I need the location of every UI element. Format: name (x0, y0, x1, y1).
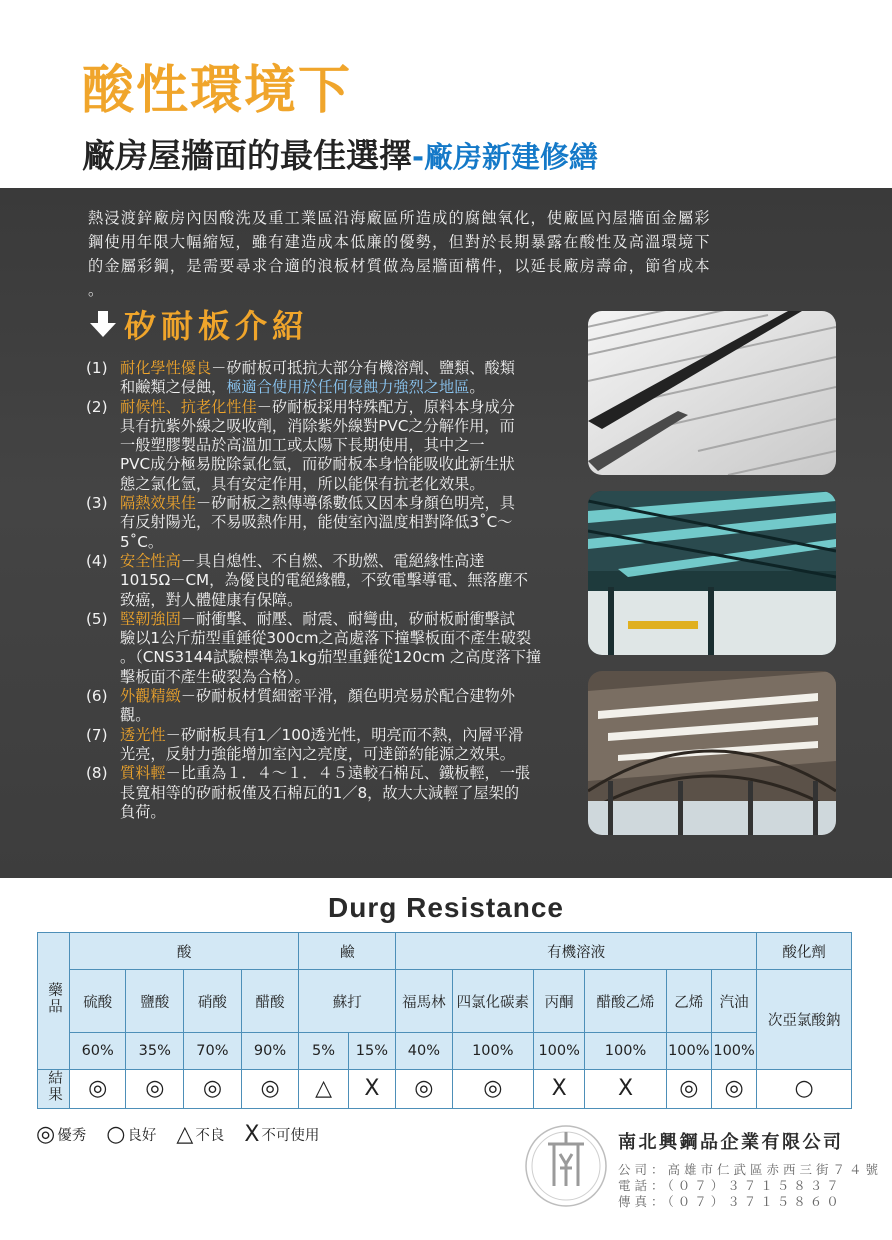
feature-text: －矽耐板具有1／100透光性，明亮而不熱，內層平滑 (165, 725, 524, 744)
concentration-cell: 100% (711, 1033, 756, 1070)
feature-text: 具有抗紫外線之吸收劑，消除紫外線對PVC之分解作用，而 (120, 416, 515, 435)
list-item (86, 552, 564, 610)
feature-text: －耐衝擊、耐壓、耐震、耐彎曲，矽耐板耐衝擊試 (180, 609, 515, 628)
feature-text: 態之氯化氫，具有安定作用，所以能保有抗老化效果。 (120, 474, 485, 493)
concentration-cell: 100% (452, 1033, 533, 1070)
feature-text: －矽耐板材質細密平滑，顏色明亮易於配合建物外 (180, 687, 515, 706)
list-item (86, 494, 564, 552)
result-cell: ◎ (711, 1070, 756, 1109)
chem-cell: 蘇打 (299, 970, 396, 1033)
legend (36, 1122, 339, 1147)
result-cell: X (348, 1070, 395, 1109)
chem-cell: 硝酸 (184, 970, 242, 1033)
result-cell: △ (299, 1070, 348, 1109)
feature-key: 耐候性、抗老化性佳 (120, 397, 257, 416)
list-item (86, 687, 564, 726)
item-number: (4) (86, 551, 108, 570)
row-header-chemicals: 藥品 (38, 933, 70, 1070)
intro-line: 鋼使用年限大幅縮短，雖有建造成本低廉的優勢，但對於長期暴露在酸性及高溫環境下 (88, 233, 711, 251)
feature-text: 負荷。 (120, 802, 166, 821)
feature-text: 一般塑膠製品於高溫加工或太陽下長期使用，其中之一 (120, 436, 485, 455)
legend-label: 不可使用 (261, 1128, 320, 1144)
group-acid: 酸 (69, 933, 298, 970)
double-circle-icon: ◎ (36, 1122, 56, 1147)
feature-text: 致癌，對人體健康有保障。 (120, 590, 303, 609)
subtitle-accent: -廠房新建修繕 (412, 140, 599, 174)
group-organic: 有機溶液 (396, 933, 757, 970)
result-cell: ◎ (396, 1070, 453, 1109)
feature-text: 觀。 (120, 706, 151, 725)
chem-cell: 醋酸乙烯 (585, 970, 666, 1033)
feature-text: －矽耐板採用特殊配方，原料本身成分 (256, 397, 515, 416)
legend-label: 良好 (127, 1128, 157, 1144)
legend-label: 優秀 (57, 1128, 87, 1144)
feature-text: －矽耐板可抵抗大部分有機溶劑、鹽類、酸類 (211, 359, 515, 377)
group-alkali: 鹼 (299, 933, 396, 970)
item-number: (5) (86, 609, 108, 628)
list-item (86, 359, 564, 398)
feature-text: 驗以1公斤茄型重錘從300cm之高處落下撞擊板面不產生破裂 (120, 629, 532, 648)
row-header-result: 結果 (38, 1070, 70, 1109)
feature-list (86, 359, 564, 822)
result-cell: ◎ (69, 1070, 126, 1109)
result-cell: ◎ (666, 1070, 711, 1109)
list-item (86, 610, 564, 687)
factory-interior-photo (588, 491, 836, 655)
company-fax: 傳真：（０７）３７１５８６０ (618, 1194, 843, 1209)
concentration-cell: 70% (184, 1033, 242, 1070)
company-logo (524, 1124, 608, 1212)
result-cell: X (533, 1070, 584, 1109)
item-number: (7) (86, 725, 108, 744)
page-subtitle (82, 134, 598, 179)
feature-text: 長寬相等的矽耐板僅及石棉瓦的1／8，故大大減輕了屋架的 (120, 783, 520, 802)
resistance-title: Durg Resistance (328, 892, 564, 923)
concentration-cell: 5% (299, 1033, 348, 1070)
chem-cell: 福馬林 (396, 970, 453, 1033)
feature-key: 質料輕 (120, 764, 166, 783)
feature-key: 耐化學性優良 (120, 359, 212, 377)
feature-text: 。（CNS3144試驗標準為1kg茄型重錘從120cm 之高度落下撞 (120, 648, 542, 667)
section-title: 矽耐板介紹 (124, 307, 310, 345)
circle-icon: ○ (106, 1122, 126, 1147)
list-item (86, 764, 564, 822)
result-cell: ◎ (184, 1070, 242, 1109)
legend-item (244, 1122, 319, 1147)
company-phone: 電話：（０７）３７１５８３７ (618, 1178, 843, 1193)
feature-key: 安全性高 (120, 551, 181, 570)
feature-key: 隔熱效果佳 (120, 494, 196, 513)
result-cell: ○ (757, 1070, 852, 1109)
chem-cell: 四氯化碳素 (452, 970, 533, 1033)
feature-key: 外觀精緻 (120, 687, 181, 706)
cross-icon: X (244, 1122, 260, 1147)
intro-line: 。 (88, 281, 105, 299)
list-item (86, 398, 564, 494)
feature-text: 光亮，反射力強能增加室內之亮度，可達節約能源之效果。 (120, 744, 515, 763)
feature-key: 透光性 (120, 725, 166, 744)
intro-paragraph (88, 206, 814, 302)
roof-sheet-photo (588, 311, 836, 475)
company-info (618, 1128, 882, 1210)
down-arrow-icon (88, 309, 118, 339)
result-cell: ◎ (126, 1070, 184, 1109)
table-row (38, 1070, 852, 1109)
feature-text: －矽耐板之熱傳導係數低又因本身顏色明亮，具 (195, 494, 515, 513)
chem-cell: 乙烯 (666, 970, 711, 1033)
table-row (38, 933, 852, 970)
result-cell: ◎ (452, 1070, 533, 1109)
chem-cell: 汽油 (711, 970, 756, 1033)
page-title: 酸性環境下 (82, 61, 353, 121)
concentration-cell: 100% (585, 1033, 666, 1070)
result-cell: X (585, 1070, 666, 1109)
intro-line: 熱浸渡鋅廠房內因酸洗及重工業區沿海廠區所造成的腐蝕氧化，使廠區內屋牆面金屬彩 (88, 209, 711, 227)
feature-text: －具自熄性、不自燃、不助燃、電絕緣性高達 (180, 551, 485, 570)
legend-item (36, 1122, 86, 1147)
feature-text: 1015Ω－CM，為優良的電絕緣體，不致電擊導電、無落塵不 (120, 571, 529, 590)
chem-cell: 鹽酸 (126, 970, 184, 1033)
legend-item (176, 1122, 224, 1147)
item-number: (1) (86, 359, 108, 377)
item-number: (8) (86, 764, 108, 783)
warehouse-roof-photo (588, 671, 836, 835)
feature-text: 有反射陽光，不易吸熱作用，能使室內溫度相對降低3˚C～ (120, 513, 513, 532)
company-name: 南北興鋼品企業有限公司 (618, 1132, 844, 1153)
concentration-cell: 60% (69, 1033, 126, 1070)
chem-cell: 醋酸 (241, 970, 299, 1033)
subtitle-main: 廠房屋牆面的最佳選擇 (82, 136, 412, 175)
feature-highlight: 極適合使用於任何侵蝕力強烈之地區 (226, 378, 470, 397)
item-number: (3) (86, 494, 108, 513)
triangle-icon: △ (176, 1122, 194, 1147)
section-heading (88, 304, 309, 348)
feature-text: 和鹼類之侵蝕， (120, 378, 227, 397)
feature-text: －比重為１．４～１．４５遠較石棉瓦、鐵板輕，一張 (165, 764, 531, 783)
result-cell: ◎ (241, 1070, 299, 1109)
feature-text: 擊板面不產生破裂為合格）。 (120, 667, 310, 686)
feature-text: PVC成分極易脫除氯化氫，而矽耐板本身恰能吸收此新生狀 (120, 455, 515, 474)
legend-label: 不良 (195, 1128, 225, 1144)
feature-key: 堅韌強固 (120, 609, 181, 628)
group-oxidizer: 酸化劑 (757, 933, 852, 970)
concentration-cell: 90% (241, 1033, 299, 1070)
feature-text: 。 (469, 378, 485, 397)
chem-cell: 硫酸 (69, 970, 126, 1033)
item-number: (6) (86, 687, 108, 706)
legend-item (106, 1122, 156, 1147)
chem-cell: 丙酮 (533, 970, 584, 1033)
table-row (38, 970, 852, 1033)
resistance-table (37, 932, 852, 1109)
list-item (86, 726, 564, 765)
concentration-cell: 35% (126, 1033, 184, 1070)
item-number: (2) (86, 397, 108, 416)
concentration-cell: 100% (666, 1033, 711, 1070)
concentration-cell: 100% (533, 1033, 584, 1070)
company-address: 公司：高雄市仁武區赤西三街７４號 (618, 1162, 883, 1177)
concentration-cell: 15% (348, 1033, 395, 1070)
feature-text: 5˚C。 (120, 532, 164, 551)
table-row (38, 1033, 852, 1070)
concentration-cell: 40% (396, 1033, 453, 1070)
chem-cell: 次亞氯酸鈉 (757, 970, 852, 1070)
intro-line: 的金屬彩鋼，是需要尋求合適的浪板材質做為屋牆面構件，以延長廠房壽命，節省成本 (88, 257, 711, 275)
